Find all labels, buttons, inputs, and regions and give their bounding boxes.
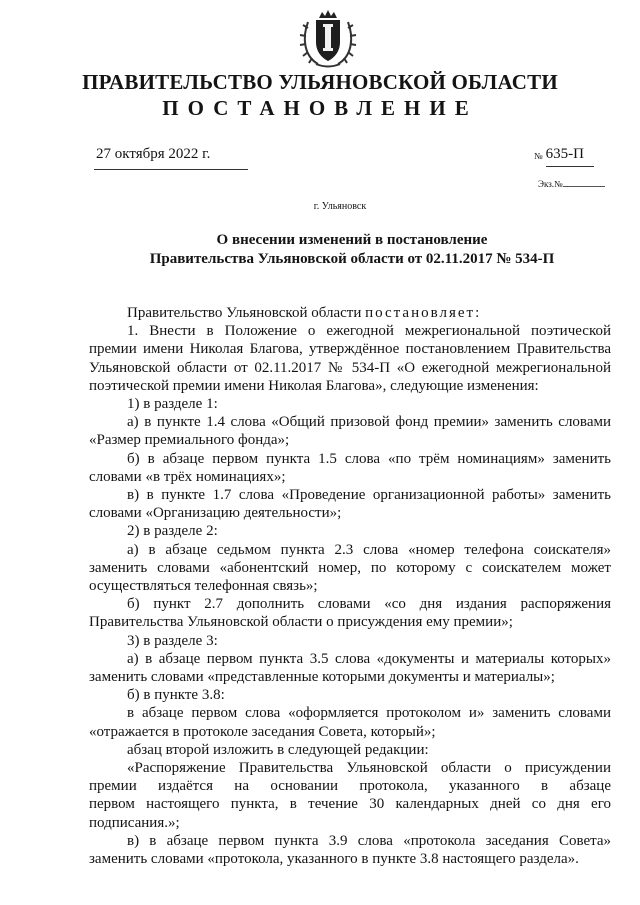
coat-of-arms-icon bbox=[296, 8, 360, 70]
body-line: а) в пункте 1.4 слова «Общий призовой фонд премии» заменить словами bbox=[127, 414, 611, 431]
body-line: подписания.»; bbox=[89, 814, 180, 831]
organization-title: ПРАВИТЕЛЬСТВО УЛЬЯНОВСКОЙ ОБЛАСТИ bbox=[82, 70, 558, 94]
body-line: б) в пункте 3.8: bbox=[127, 687, 225, 704]
body-line: а) в абзаце седьмом пункта 2.3 слова «номер телефона соискателя» bbox=[127, 541, 611, 558]
body-line: 3) в разделе 3: bbox=[127, 632, 218, 649]
preamble bbox=[89, 304, 611, 322]
document-body bbox=[89, 304, 611, 868]
number-value: 635-П bbox=[546, 146, 594, 167]
body-line: премии издаётся на основании протокола, указанного в абзаце bbox=[89, 778, 611, 795]
copy-number bbox=[538, 178, 605, 189]
body-line: б) в абзаце первом пункта 1.5 слова «по трём номинациям» заменить bbox=[127, 450, 611, 467]
preamble-verb: постановляет: bbox=[365, 305, 482, 321]
body-line: «Распоряжение Правительства Ульяновской области о присуждении bbox=[127, 760, 611, 777]
body-line: словами «Организацию деятельности»; bbox=[89, 505, 342, 522]
preamble-text: Правительство Ульяновской области bbox=[127, 305, 366, 321]
body-line: «Размер премиального фонда»; bbox=[89, 432, 290, 449]
subject-line: Правительства Ульяновской области от 02.11.2017 № 534-П bbox=[149, 251, 555, 267]
body-line: в абзаце первом слова «оформляется протоколом и» заменить словами bbox=[127, 705, 611, 722]
document-subject bbox=[132, 231, 572, 269]
body-line: заменить словами «представленные которыми документы и материалы»; bbox=[89, 669, 555, 686]
body-line: абзац второй изложить в следующей редакции: bbox=[127, 741, 429, 758]
number-sign: № bbox=[534, 151, 543, 161]
copy-label: Экз.№ bbox=[538, 179, 563, 189]
body-line: б) пункт 2.7 дополнить словами «со дня издания распоряжения bbox=[127, 596, 611, 613]
document-type: ПОСТАНОВЛЕНИЕ bbox=[162, 96, 478, 120]
body-line: первом настоящего пункта, в течение 30 календарных дней со дня его bbox=[89, 796, 611, 813]
body-line: заменить словами «абонентский номер, по которому с соискателем может bbox=[89, 559, 611, 576]
body-line: «отражается в протоколе заседания Совета, который»; bbox=[89, 723, 436, 740]
copy-number-field bbox=[563, 178, 605, 187]
city-label: г. Ульяновск bbox=[313, 201, 367, 212]
document-date: 27 октября 2022 г. bbox=[94, 146, 248, 170]
document-number bbox=[534, 146, 594, 167]
body-line: а) в абзаце первом пункта 3.5 слова «документы и материалы которых» bbox=[127, 650, 611, 667]
body-line: заменить словами «протокола, указанного в пункте 3.8 настоящего раздела». bbox=[89, 851, 579, 868]
body-line: Ульяновской области от 02.11.2017 № 534-П «О ежегодной межрегиональной bbox=[89, 359, 611, 376]
body-line: поэтической премии имени Николая Благова», следующие изменения: bbox=[89, 377, 539, 394]
body-line: осуществляться телефонная связь»; bbox=[89, 578, 318, 595]
body-line: словами «в трёх номинациях»; bbox=[89, 468, 286, 485]
body-line: 1. Внести в Положение о ежегодной межрегиональной поэтической bbox=[127, 323, 611, 340]
subject-line: О внесении изменений в постановление bbox=[216, 232, 488, 248]
body-line: 1) в разделе 1: bbox=[127, 396, 218, 413]
body-line: премии имени Николая Благова, утверждённое постановлением Правительства bbox=[89, 341, 611, 358]
body-line: в) в абзаце первом пункта 3.9 слова «протокола заседания Совета» bbox=[127, 832, 611, 849]
body-line: в) в пункте 1.7 слова «Проведение организационной работы» заменить bbox=[127, 487, 611, 504]
body-line: Правительства Ульяновской области о присуждения ему премии»; bbox=[89, 614, 513, 631]
body-line: 2) в разделе 2: bbox=[127, 523, 218, 540]
